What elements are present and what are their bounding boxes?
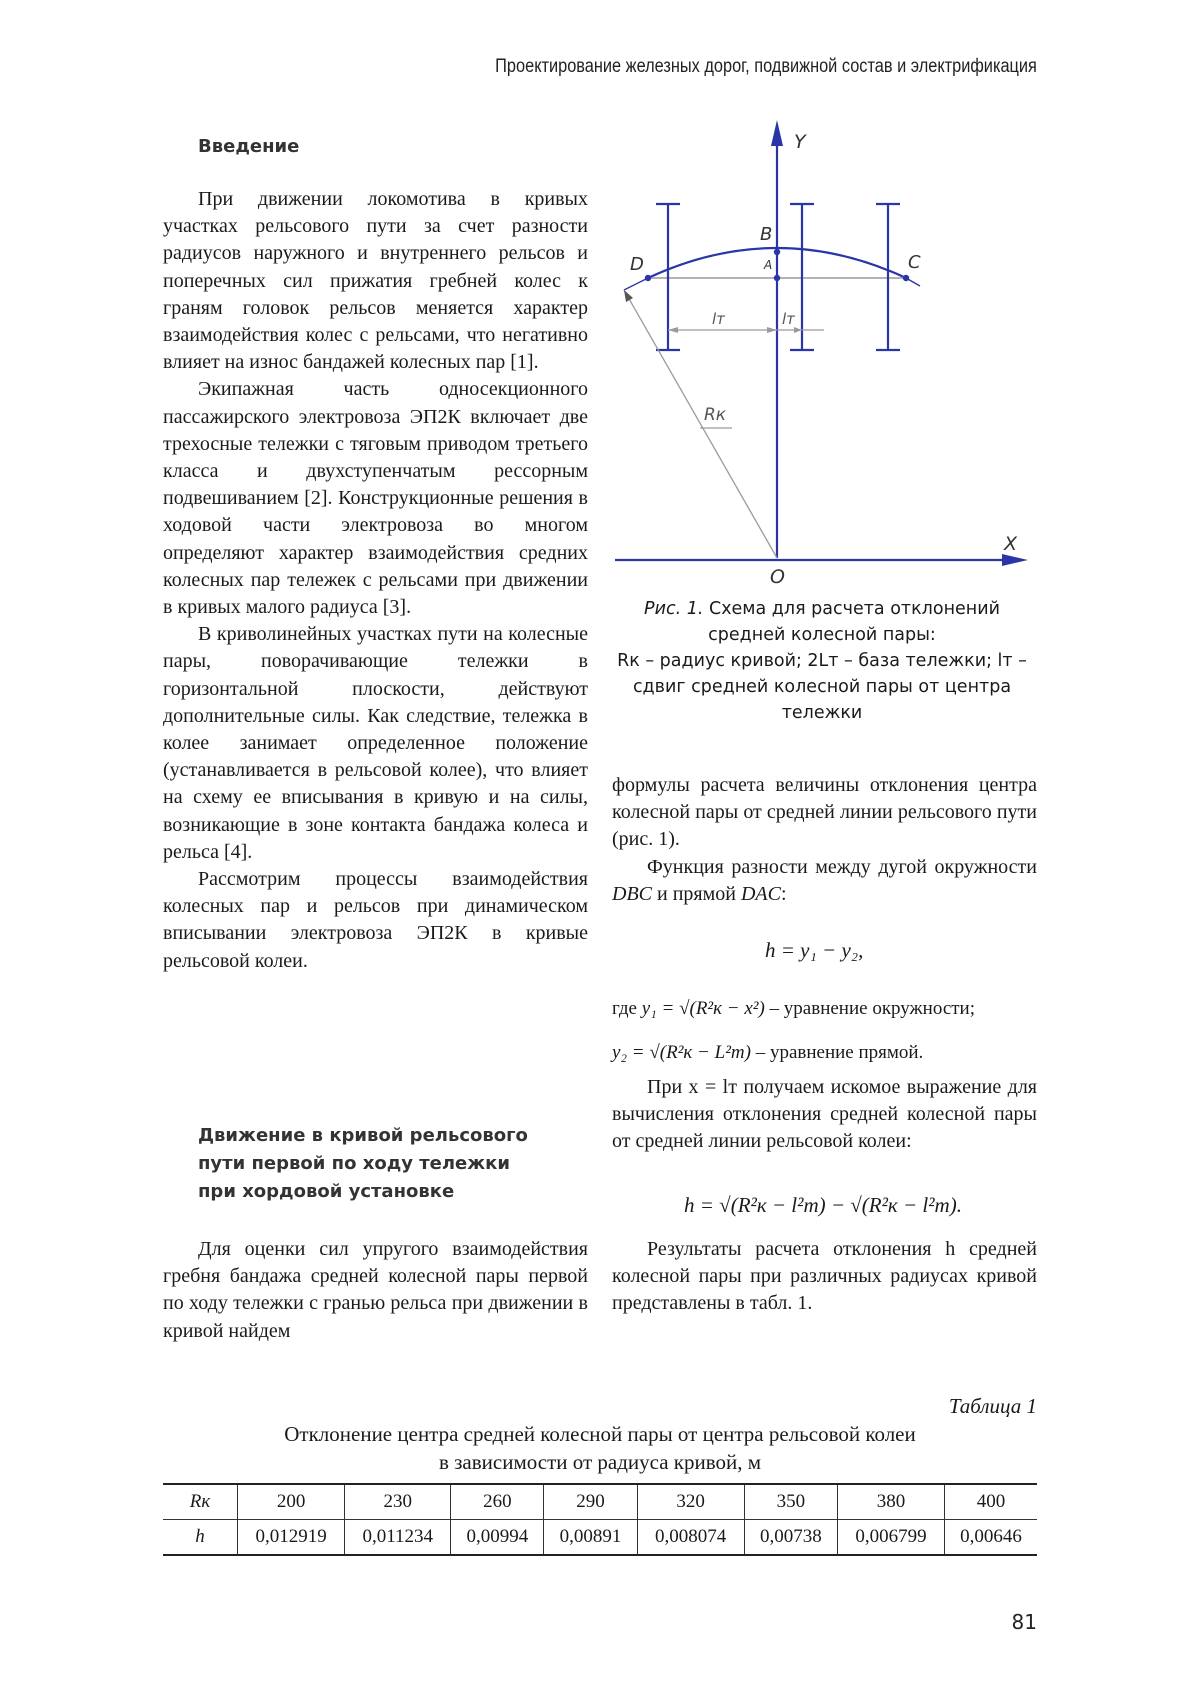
intro-text bbox=[163, 186, 588, 975]
arc-extension-left bbox=[624, 278, 648, 290]
caption-prefix: Рис. 1. bbox=[644, 599, 704, 619]
section2-text bbox=[163, 1236, 588, 1345]
label-rk: Rк bbox=[704, 405, 727, 425]
table-cell: 0,00646 bbox=[945, 1520, 1037, 1556]
table-cell: 0,008074 bbox=[637, 1520, 744, 1556]
wheelset-middle bbox=[790, 204, 814, 350]
formula-deviation: h = √(R²к − l²т) − √(R²к − l²т). bbox=[684, 1193, 962, 1217]
paragraph: При движении локомотива в кривых участках рельсового пути за счет разности радиусов наружного и внутреннего рельсов и поперечных сил прижатия гребней колес к граням головок рельсов меняется характер взаимодействия колес с рельсами, что негативно влияет на износ бандажей колесных пар [1]. bbox=[163, 188, 588, 374]
table-cell: 320 bbox=[637, 1484, 744, 1520]
section-heading-curve bbox=[198, 1122, 528, 1206]
label-y: Y bbox=[794, 131, 806, 153]
caption-line: Рис. 1. Схема для расчета отклонений bbox=[644, 599, 1000, 619]
label-c: C bbox=[908, 252, 921, 273]
paragraph: Для оценки сил упругого взаимодействия гребня бандажа средней колесной пары первой по ходу тележки с гранью рельса при движении в кривой найдем bbox=[163, 1238, 588, 1342]
table-cell: 0,011234 bbox=[345, 1520, 451, 1556]
table-row bbox=[163, 1520, 1037, 1556]
row-label-rk: Rк bbox=[163, 1484, 238, 1520]
heading-line: пути первой по ходу тележки bbox=[198, 1153, 511, 1174]
label-lt-big: lт bbox=[712, 310, 725, 328]
formula-h: h = y₁ − y₂, bbox=[765, 938, 864, 962]
formula-where-2: y₂ = √(R²к − L²т) – уравнение прямой. bbox=[612, 1042, 924, 1063]
label-a: A bbox=[764, 258, 773, 272]
dim-arrow bbox=[794, 327, 802, 333]
caption-line: тележки bbox=[781, 703, 863, 723]
dim-arrow bbox=[668, 327, 678, 333]
point-d bbox=[645, 275, 651, 281]
paragraph: Экипажная часть односекционного пассажирского электровоза ЭП2К включает две трехосные тележки с тяговым приводом третьего класса и двухступенчатым рессорным подвешиванием [2]. Конструкционные решения в ходовой части электровоза во многом определяют характер взаимодействия средних колесных пар тележек с рельсами при движении в кривых малого радиуса [3]. bbox=[163, 378, 588, 619]
label-d: D bbox=[630, 254, 644, 275]
table-cell: 290 bbox=[544, 1484, 637, 1520]
point-a bbox=[774, 275, 780, 281]
label-o: O bbox=[770, 566, 785, 588]
table-cell: 0,00994 bbox=[451, 1520, 544, 1556]
caption-line: сдвиг средней колесной пары от центра bbox=[632, 677, 1012, 697]
table-cell: 0,00738 bbox=[744, 1520, 837, 1556]
paragraph: Функция разности между дугой окружности DBC и прямой DAC: bbox=[612, 855, 1037, 905]
caption-line: средней колесной пары: bbox=[708, 625, 936, 645]
paragraph: Результаты расчета отклонения h средней колесной пары при различных радиусах кривой представлены в табл. 1. bbox=[612, 1238, 1037, 1315]
formula-where-1: где y₁ = √(R²к − x²) – уравнение окружности; bbox=[612, 998, 976, 1019]
table-cell: 0,012919 bbox=[238, 1520, 345, 1556]
paragraph: формулы расчета величины отклонения центра колесной пары от средней линии рельсового пути (рис. 1). bbox=[612, 774, 1037, 851]
y-axis-arrow bbox=[771, 120, 783, 146]
caption-line: Rк – радиус кривой; 2Lт – база тележки; lт – bbox=[617, 651, 1027, 671]
deviation-table bbox=[163, 1483, 1037, 1556]
paragraph: При x = lт получаем искомое выражение для вычисления отклонения средней колесной пары от средней линии рельсовой колеи: bbox=[612, 1076, 1037, 1153]
table-cell: 0,00891 bbox=[544, 1520, 637, 1556]
running-header: Проектирование железных дорог, подвижной состав и электрификация bbox=[495, 56, 1037, 77]
table-title-line: в зависимости от радиуса кривой, м bbox=[438, 1450, 762, 1474]
table-cell: 0,006799 bbox=[837, 1520, 944, 1556]
paragraph: В криволинейных участках пути на колесные пары, поворачивающие тележки в горизонтальной плоскости, действуют дополнительные силы. Как следствие, тележка в колее занимает определенное положение (устанавливается в рельсовой колее), что влияет на схему ее вписывания в кривую и на силы, возникающие в зоне контакта бандажа колеса и рельса [4]. bbox=[163, 623, 588, 863]
table-cell: 260 bbox=[451, 1484, 544, 1520]
right-text-2 bbox=[612, 1074, 1037, 1156]
dim-arrow bbox=[767, 327, 777, 333]
point-c bbox=[903, 275, 909, 281]
table-cell: 400 bbox=[945, 1484, 1037, 1520]
label-x: X bbox=[1004, 533, 1018, 555]
heading-line: Движение в кривой рельсового bbox=[198, 1125, 528, 1146]
page-number: 81 bbox=[1011, 1610, 1037, 1634]
x-axis-arrow bbox=[1002, 554, 1028, 566]
point-b bbox=[774, 249, 780, 255]
section-heading-intro: Введение bbox=[198, 136, 300, 157]
figure-wheelset-scheme bbox=[600, 118, 1040, 598]
label-b: B bbox=[760, 224, 773, 245]
right-text-1 bbox=[612, 772, 1037, 908]
table-cell: 350 bbox=[744, 1484, 837, 1520]
label-lt-small: lт bbox=[782, 310, 795, 328]
paragraph: Рассмотрим процессы взаимодействия колесных пар и рельсов при динамическом вписывании электровоза ЭП2К в кривые рельсовой колеи. bbox=[163, 868, 588, 972]
table-title-line: Отклонение центра средней колесной пары от центра рельсовой колеи bbox=[284, 1422, 916, 1446]
table-row bbox=[163, 1484, 1037, 1520]
table-title bbox=[163, 1420, 1037, 1476]
table-cell: 380 bbox=[837, 1484, 944, 1520]
table-cell: 230 bbox=[345, 1484, 451, 1520]
table-cell: 200 bbox=[238, 1484, 345, 1520]
row-label-h: h bbox=[163, 1520, 238, 1556]
radius-arrow bbox=[624, 290, 633, 302]
heading-line: при хордовой установке bbox=[198, 1181, 455, 1202]
right-text-3 bbox=[612, 1236, 1037, 1318]
table-label: Таблица 1 bbox=[948, 1394, 1037, 1418]
figure-caption bbox=[612, 596, 1032, 726]
wheelset-right bbox=[876, 204, 900, 350]
